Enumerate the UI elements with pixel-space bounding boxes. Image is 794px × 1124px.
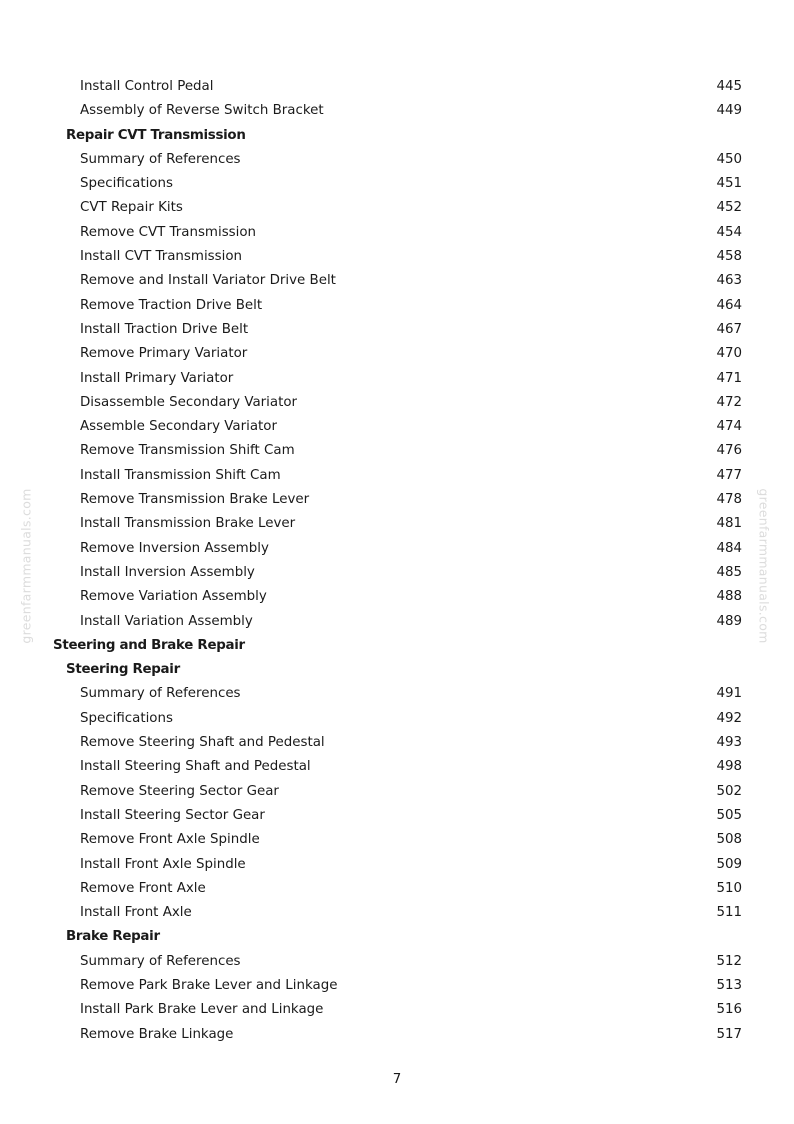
toc-entry-title: Remove Brake Linkage — [80, 1026, 234, 1042]
toc-entry-page: 492 — [716, 710, 742, 726]
toc-entry-page: 505 — [716, 807, 742, 823]
toc-entry-title: Steering Repair — [66, 662, 180, 678]
toc-entry-page: 481 — [716, 516, 742, 532]
toc-entry-title: Install CVT Transmission — [80, 249, 243, 265]
toc-entry[interactable] — [0, 610, 794, 634]
toc-entry[interactable] — [0, 731, 794, 755]
toc-entry-title: Install Steering Shaft and Pedestal — [80, 759, 311, 775]
toc-entry-page: 516 — [716, 1002, 742, 1018]
toc-entry-page: 470 — [716, 346, 742, 362]
toc-entry-page: 464 — [716, 297, 742, 313]
toc-entry-title: Install Park Brake Lever and Linkage — [80, 1002, 324, 1018]
toc-entry-title: Install Control Pedal — [80, 79, 214, 94]
toc-entry-page: 508 — [716, 832, 742, 848]
toc-entry-title: Specifications — [80, 710, 173, 726]
toc-entry-page: 452 — [716, 200, 742, 216]
toc-entry-title: Install Variation Assembly — [80, 613, 253, 629]
toc-entry-title: Summary of References — [80, 151, 241, 167]
toc-entry-page: 493 — [716, 735, 742, 751]
toc-entry-title: CVT Repair Kits — [80, 200, 183, 216]
toc-entry-title: Install Inversion Assembly — [80, 564, 255, 580]
toc-entry-page: 476 — [716, 443, 742, 459]
toc-entry-title: Summary of References — [80, 953, 241, 969]
toc-entry-title: Disassemble Secondary Variator — [80, 394, 298, 410]
toc-entry[interactable] — [0, 707, 794, 731]
toc-section — [0, 124, 794, 148]
toc-entry-title: Remove Front Axle — [80, 880, 206, 896]
toc-entry-page: 484 — [716, 540, 742, 556]
toc-entry-page: 458 — [716, 249, 742, 265]
toc-entry-title: Install Traction Drive Belt — [80, 321, 249, 337]
toc-entry[interactable] — [0, 512, 794, 536]
toc-entry-title: Remove Transmission Brake Lever — [80, 492, 310, 508]
toc-entry[interactable] — [0, 294, 794, 318]
toc-entry-title: Install Transmission Brake Lever — [80, 516, 296, 532]
toc-entry-title: Install Transmission Shift Cam — [80, 467, 281, 483]
toc-entry-title: Summary of References — [80, 686, 241, 702]
toc-entry-page: 491 — [716, 686, 742, 702]
toc-entry-title: Repair CVT Transmission — [66, 127, 246, 143]
toc-entry[interactable] — [0, 439, 794, 463]
toc-entry-title: Steering and Brake Repair — [53, 637, 245, 653]
toc-entry-title: Install Front Axle Spindle — [80, 856, 246, 872]
toc-entry[interactable] — [0, 585, 794, 609]
toc-entry-title: Remove Traction Drive Belt — [80, 297, 263, 313]
toc-entry-title: Remove and Install Variator Drive Belt — [80, 273, 336, 289]
toc-entry-page: 517 — [716, 1026, 742, 1042]
toc-entry-title: Remove Park Brake Lever and Linkage — [80, 977, 338, 993]
toc-entry[interactable] — [0, 269, 794, 293]
toc-entry[interactable] — [0, 780, 794, 804]
toc-entry[interactable] — [0, 561, 794, 585]
toc-entry-title: Install Primary Variator — [80, 370, 234, 386]
toc-entry[interactable] — [0, 415, 794, 439]
toc-entry[interactable] — [0, 998, 794, 1022]
toc-entry[interactable] — [0, 464, 794, 488]
toc-entry-title: Assembly of Reverse Switch Bracket — [80, 103, 324, 119]
toc-entry-title: Remove Steering Sector Gear — [80, 783, 279, 799]
toc-entry[interactable] — [0, 755, 794, 779]
toc-entry-page: 489 — [716, 613, 742, 629]
toc-entry[interactable] — [0, 245, 794, 269]
toc-entry[interactable] — [0, 367, 794, 391]
toc-entry[interactable] — [0, 318, 794, 342]
toc-entry[interactable] — [0, 853, 794, 877]
toc-entry[interactable] — [0, 901, 794, 925]
toc-entry-page: 477 — [716, 467, 742, 483]
toc-chapter — [0, 634, 794, 658]
table-of-contents — [0, 75, 794, 1047]
toc-entry-page: 478 — [716, 492, 742, 508]
toc-entry[interactable] — [0, 75, 794, 99]
toc-entry-title: Remove Inversion Assembly — [80, 540, 269, 556]
toc-entry-page: 509 — [716, 856, 742, 872]
toc-entry[interactable] — [0, 682, 794, 706]
toc-entry[interactable] — [0, 172, 794, 196]
toc-entry-page: 472 — [716, 394, 742, 410]
toc-entry[interactable] — [0, 488, 794, 512]
toc-entry[interactable] — [0, 537, 794, 561]
toc-entry-page: 450 — [716, 151, 742, 167]
toc-entry-page: 513 — [716, 977, 742, 993]
toc-entry-page: 502 — [716, 783, 742, 799]
toc-entry-page: 445 — [716, 79, 742, 94]
toc-entry-title: Remove Primary Variator — [80, 346, 248, 362]
toc-entry-page: 510 — [716, 880, 742, 896]
toc-entry[interactable] — [0, 804, 794, 828]
toc-entry[interactable] — [0, 391, 794, 415]
toc-entry-title: Remove Front Axle Spindle — [80, 832, 260, 848]
toc-section — [0, 658, 794, 682]
toc-entry[interactable] — [0, 148, 794, 172]
toc-entry[interactable] — [0, 828, 794, 852]
watermark-right: greenfarmmanuals.com — [756, 488, 772, 644]
toc-entry-page: 463 — [716, 273, 742, 289]
toc-entry-page: 467 — [716, 321, 742, 337]
toc-entry-page: 474 — [716, 419, 742, 435]
toc-entry-title: Assemble Secondary Variator — [80, 419, 277, 435]
toc-entry-title: Remove Variation Assembly — [80, 589, 267, 605]
toc-entry-page: 498 — [716, 759, 742, 775]
toc-entry-page: 485 — [716, 564, 742, 580]
toc-entry[interactable] — [0, 1023, 794, 1047]
page-number: 7 — [392, 1072, 402, 1087]
toc-entry-title: Install Steering Sector Gear — [80, 807, 265, 823]
toc-entry-title: Specifications — [80, 176, 173, 192]
toc-entry-page: 451 — [716, 176, 742, 192]
toc-entry-title: Brake Repair — [66, 929, 160, 945]
toc-section — [0, 925, 794, 949]
toc-entry-title: Remove Steering Shaft and Pedestal — [80, 735, 325, 751]
toc-entry[interactable] — [0, 974, 794, 998]
toc-entry-page: 454 — [716, 224, 742, 240]
toc-entry-page: 512 — [716, 953, 742, 969]
toc-entry[interactable] — [0, 221, 794, 245]
toc-entry-page: 511 — [716, 905, 742, 921]
toc-entry[interactable] — [0, 99, 794, 123]
toc-entry-page: 449 — [716, 103, 742, 119]
toc-entry[interactable] — [0, 950, 794, 974]
toc-entry-page: 488 — [716, 589, 742, 605]
toc-entry-title: Remove Transmission Shift Cam — [80, 443, 295, 459]
toc-entry-title: Install Front Axle — [80, 905, 192, 921]
toc-entry[interactable] — [0, 196, 794, 220]
toc-entry-title: Remove CVT Transmission — [80, 224, 257, 240]
toc-entry[interactable] — [0, 877, 794, 901]
toc-entry[interactable] — [0, 342, 794, 366]
toc-entry-page: 471 — [716, 370, 742, 386]
watermark-left: greenfarmmanuals.com — [18, 488, 34, 644]
